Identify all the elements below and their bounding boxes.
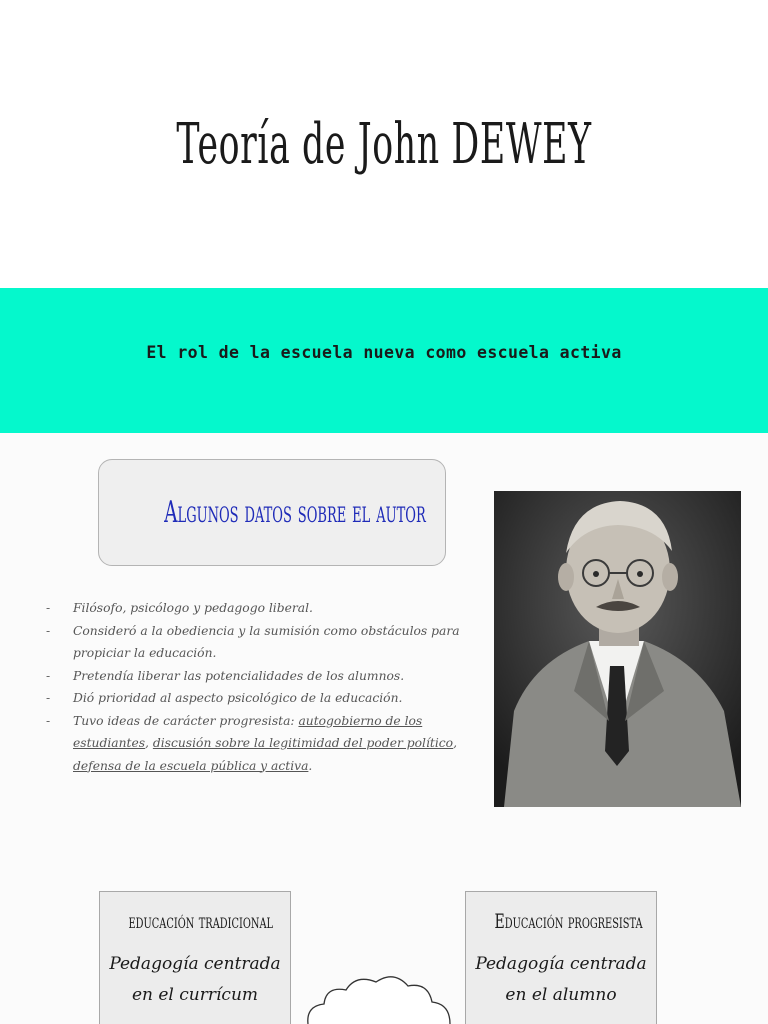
- card-text: Pedagogía centrada: [475, 954, 647, 974]
- card-title: Educación progresista: [494, 909, 643, 933]
- card-text: en el currícum: [131, 985, 259, 1005]
- subtitle-text: El rol de la escuela nueva como escuela activa: [146, 343, 622, 362]
- progressive-education-card: [465, 891, 657, 1024]
- author-facts-list: [42, 597, 472, 777]
- list-item: [42, 687, 472, 710]
- list-separator: ,: [453, 736, 457, 750]
- card-title: educación tradicional: [128, 909, 274, 933]
- card-text: Pedagogía centrada: [109, 954, 281, 974]
- list-item: [42, 620, 472, 665]
- portrait-illustration: [494, 491, 741, 807]
- list-item: [42, 665, 472, 688]
- list-item-text: Filósofo, psicólogo y pedagogo liberal.: [73, 601, 313, 615]
- progressive-idea-link-defensa[interactable]: defensa de la escuela pública y activa: [73, 758, 309, 773]
- list-item: [42, 710, 472, 778]
- card-text: en el alumno: [505, 985, 617, 1005]
- list-separator: ,: [145, 736, 153, 750]
- list-item-text: Pretendía liberar las potencialidades de los alumnos.: [73, 668, 405, 683]
- progressive-idea-link-discusion[interactable]: discusión sobre la legitimidad del poder político: [152, 736, 454, 750]
- list-item-text: Consideró a la obediencia y la sumisión como obstáculos para propiciar la educación.: [73, 623, 460, 660]
- list-item: [42, 597, 472, 620]
- page-title: Teoría de John DEWEY: [176, 112, 592, 177]
- cloud-icon: [300, 924, 460, 1024]
- progressive-idea-link-autogobierno[interactable]: autogobierno de los estudiantes: [73, 713, 423, 750]
- traditional-education-card: [99, 891, 291, 1024]
- list-item-prefix: Tuvo ideas de carácter progresista:: [73, 713, 299, 728]
- list-suffix: .: [308, 758, 313, 773]
- author-heading: Algunos datos sobre el autor: [164, 495, 426, 530]
- author-portrait-photo: [494, 491, 741, 807]
- list-item-text: Dió prioridad al aspecto psicológico de la educación.: [73, 691, 403, 705]
